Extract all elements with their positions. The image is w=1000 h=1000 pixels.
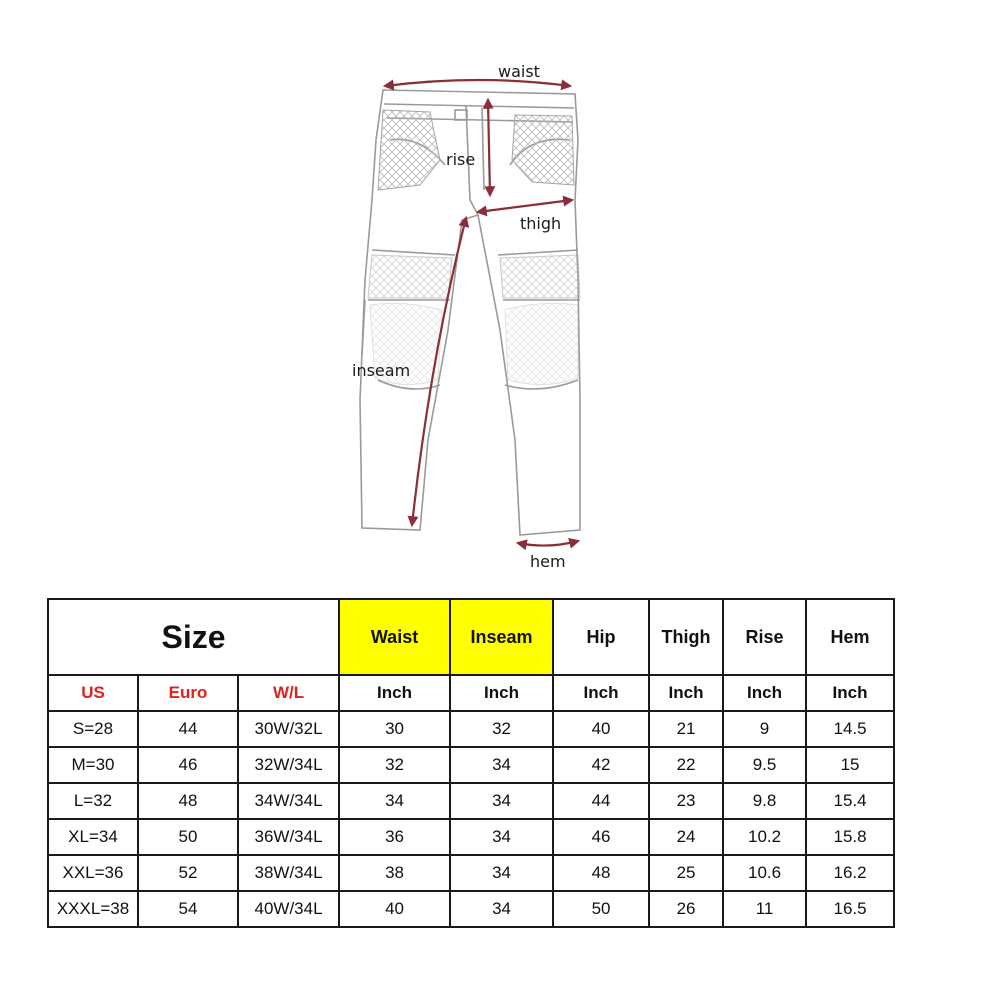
cell-thigh: 24 (649, 819, 723, 855)
cell-hip: 50 (553, 891, 649, 927)
table-row (48, 783, 894, 819)
cell-us: XXL=36 (48, 855, 138, 891)
table-row (48, 819, 894, 855)
cell-rise: 10.6 (723, 855, 806, 891)
unit-thigh: Inch (649, 675, 723, 711)
cell-wl: 32W/34L (238, 747, 339, 783)
table-row (48, 711, 894, 747)
header-hem: Hem (806, 599, 894, 675)
cell-waist: 38 (339, 855, 450, 891)
cell-hem: 15 (806, 747, 894, 783)
header-thigh: Thigh (649, 599, 723, 675)
cell-thigh: 21 (649, 711, 723, 747)
header-us: US (48, 675, 138, 711)
cell-us: S=28 (48, 711, 138, 747)
hem-label: hem (530, 552, 566, 571)
cell-us: L=32 (48, 783, 138, 819)
cell-thigh: 23 (649, 783, 723, 819)
cell-inseam: 32 (450, 711, 553, 747)
cell-hem: 16.2 (806, 855, 894, 891)
waist-label: waist (498, 62, 540, 81)
cell-us: XL=34 (48, 819, 138, 855)
cell-waist: 30 (339, 711, 450, 747)
unit-rise: Inch (723, 675, 806, 711)
cell-hem: 16.5 (806, 891, 894, 927)
cell-waist: 34 (339, 783, 450, 819)
cell-euro: 52 (138, 855, 238, 891)
cell-hem: 14.5 (806, 711, 894, 747)
table-row (48, 891, 894, 927)
rise-label: rise (446, 150, 476, 169)
table-row (48, 747, 894, 783)
cell-wl: 34W/34L (238, 783, 339, 819)
unit-hem: Inch (806, 675, 894, 711)
unit-waist: Inch (339, 675, 450, 711)
size-title: Size (48, 599, 339, 675)
cell-inseam: 34 (450, 747, 553, 783)
cell-hip: 46 (553, 819, 649, 855)
cell-euro: 46 (138, 747, 238, 783)
cell-inseam: 34 (450, 819, 553, 855)
cell-inseam: 34 (450, 855, 553, 891)
unit-hip: Inch (553, 675, 649, 711)
measure-header-row (48, 599, 894, 675)
cell-euro: 50 (138, 819, 238, 855)
inseam-label: inseam (352, 361, 411, 380)
unit-header-row (48, 675, 894, 711)
table-row (48, 855, 894, 891)
cell-hip: 40 (553, 711, 649, 747)
cell-thigh: 22 (649, 747, 723, 783)
cell-wl: 40W/34L (238, 891, 339, 927)
size-rows (48, 711, 894, 927)
cell-inseam: 34 (450, 783, 553, 819)
cell-us: M=30 (48, 747, 138, 783)
cell-thigh: 25 (649, 855, 723, 891)
header-hip: Hip (553, 599, 649, 675)
thigh-label: thigh (520, 214, 562, 233)
cell-wl: 36W/34L (238, 819, 339, 855)
cell-rise: 9.8 (723, 783, 806, 819)
unit-inseam: Inch (450, 675, 553, 711)
header-inseam: Inseam (450, 599, 553, 675)
cell-hip: 42 (553, 747, 649, 783)
header-wl: W/L (238, 675, 339, 711)
cell-waist: 36 (339, 819, 450, 855)
cell-us: XXXL=38 (48, 891, 138, 927)
header-rise: Rise (723, 599, 806, 675)
cell-hem: 15.8 (806, 819, 894, 855)
cell-hip: 48 (553, 855, 649, 891)
cell-waist: 40 (339, 891, 450, 927)
cell-euro: 44 (138, 711, 238, 747)
header-waist: Waist (339, 599, 450, 675)
cell-hem: 15.4 (806, 783, 894, 819)
cell-hip: 44 (553, 783, 649, 819)
cell-waist: 32 (339, 747, 450, 783)
size-chart-table (47, 598, 895, 928)
cell-wl: 30W/32L (238, 711, 339, 747)
cell-euro: 54 (138, 891, 238, 927)
cell-rise: 10.2 (723, 819, 806, 855)
cell-wl: 38W/34L (238, 855, 339, 891)
cell-rise: 9 (723, 711, 806, 747)
cell-euro: 48 (138, 783, 238, 819)
cell-rise: 9.5 (723, 747, 806, 783)
cell-thigh: 26 (649, 891, 723, 927)
header-euro: Euro (138, 675, 238, 711)
cell-inseam: 34 (450, 891, 553, 927)
cell-rise: 11 (723, 891, 806, 927)
